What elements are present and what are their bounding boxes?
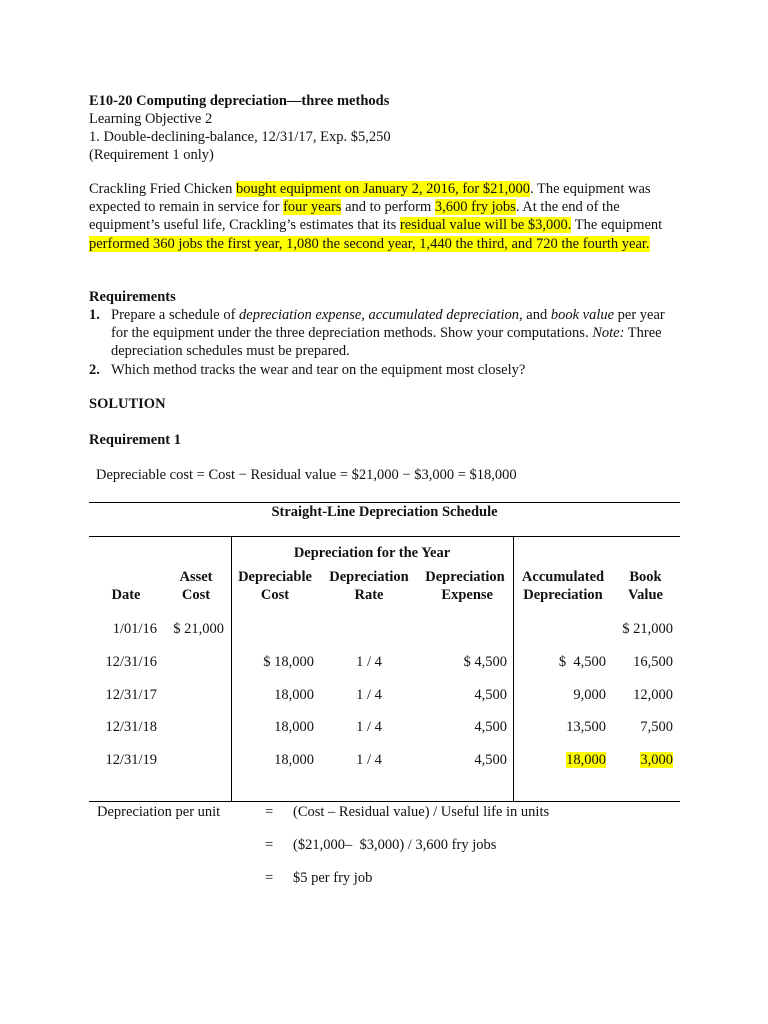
answer-hint: 1. Double-declining-balance, 12/31/17, Exp. $5,250 [89,129,391,145]
requirement-1-text-a: Prepare a schedule of [111,307,240,323]
cell-depreciation-expense: 4,500 [474,752,507,768]
highlight-final-book-value: 3,000 [640,752,673,768]
requirements-list [89,306,681,379]
problem-highlight-purchase: bought equipment on January 2, 2016, for $21,000 [235,181,530,197]
column-header-book-value [618,569,673,604]
table-divider-right [513,536,514,801]
column-header-date [100,587,152,605]
requirement-1-term-expense: depreciation expense [239,307,362,323]
problem-text-1: Crackling Fried Chicken [89,181,236,197]
problem-highlight-life: four years [283,199,342,216]
cell-depreciable-cost: $ 18,000 [263,654,314,670]
column-header-depreciation-rate [325,569,413,604]
table-bottom-rule [89,801,680,802]
column-header-depreciation-rate-line-2: Rate [354,586,384,603]
cell-date: 12/31/16 [105,654,157,670]
cell-book-value: 7,500 [640,719,673,735]
depreciation-per-unit-label: Depreciation per unit [97,804,221,820]
problem-highlight-jobs: 3,600 fry jobs [434,199,516,216]
cell-accumulated-depreciation: 9,000 [573,687,606,703]
cell-date: 12/31/19 [105,752,157,768]
cell-depreciable-cost: 18,000 [274,687,314,703]
requirement-number-1: 1. [89,307,100,323]
requirement-1-heading: Requirement 1 [89,432,181,448]
requirement-1-term-accumulated: accumulated depreciation [368,307,520,323]
cell-accumulated-depreciation: 13,500 [566,719,606,735]
problem-text-5: The equipment [571,217,663,234]
cell-book-value: $ 21,000 [622,621,673,637]
schedule-title: Straight-Line Depreciation Schedule [271,504,498,520]
depreciable-cost-formula: Depreciable cost = Cost − Residual value = $21,000 − $3,000 = $18,000 [96,467,517,483]
cell-book-value [610,752,673,769]
learning-objective: Learning Objective 2 [89,111,213,127]
cell-accumulated-depreciation: $ 4,500 [558,654,606,670]
cell-asset-cost: $ 21,000 [173,621,224,637]
column-header-asset-cost-line-2: Cost [181,586,211,603]
column-header-date-label: Date [111,587,141,603]
per-unit-substitution: ($21,000– $3,000) / 3,600 fry jobs [293,837,497,853]
requirement-1-text-d: per year for the equipment under the three depreciation methods. Show your computations. [111,307,665,342]
solution-heading: SOLUTION [89,396,166,412]
per-unit-formula: (Cost – Residual value) / Useful life in units [293,804,550,820]
highlight-final-accumulated: 18,000 [566,752,606,768]
cell-depreciation-rate: 1 / 4 [356,654,382,670]
cell-book-value: 16,500 [633,654,673,670]
problem-paragraph [89,180,679,253]
table-divider-left [231,536,232,801]
column-header-depreciable-cost-line-2: Cost [260,586,290,603]
requirement-2-text: Which method tracks the wear and tear on the equipment most closely? [111,361,526,378]
cell-depreciation-expense: 4,500 [474,687,507,703]
problem-text-3: and to perform [341,199,435,216]
cell-depreciation-rate: 1 / 4 [356,719,382,735]
problem-text-2: . The equipment was expected to remain in service for [89,181,651,216]
column-header-book-value-line-2: Value [628,586,663,603]
requirement-1-note-label: Note: [592,325,625,342]
column-header-depreciable-cost [234,569,316,604]
cell-date: 1/01/16 [112,621,157,637]
cell-depreciation-expense: $ 4,500 [463,654,507,670]
requirement-1-term-book-value: book value [550,307,615,323]
requirement-number-2: 2. [89,361,100,378]
column-header-depreciation-expense-line-2: Expense [441,586,493,603]
requirement-note: (Requirement 1 only) [89,147,214,163]
column-header-book-value-line-1: Book [629,569,662,585]
cell-depreciation-expense: 4,500 [474,719,507,735]
cell-depreciation-rate: 1 / 4 [356,687,382,703]
cell-depreciable-cost: 18,000 [274,719,314,735]
cell-depreciation-rate: 1 / 4 [356,752,382,768]
requirement-item-1 [89,306,681,361]
column-header-depreciation-expense [420,569,510,604]
cell-book-value: 12,000 [633,687,673,703]
equals-sign: = [265,870,274,886]
column-header-depreciable-cost-line-1: Depreciable [238,569,312,585]
equals-sign: = [265,837,274,853]
column-header-accumulated-line-2: Depreciation [523,586,603,603]
requirements-heading: Requirements [89,289,176,305]
cell-accumulated-depreciation [530,752,606,769]
column-header-asset-cost-line-1: Asset [179,569,213,585]
cell-date: 12/31/18 [105,719,157,735]
requirement-1-text-b: , [361,307,369,323]
requirement-1-text-c: , and [519,307,551,323]
column-header-accumulated-depreciation [516,569,610,604]
cell-depreciable-cost: 18,000 [274,752,314,768]
equals-sign: = [265,804,274,820]
column-header-depreciation-expense-line-1: Depreciation [425,569,505,585]
per-unit-result: $5 per fry job [293,870,373,886]
problem-highlight-usage: performed 360 jobs the first year, 1,080 the second year, 1,440 the third, and 720 the fourth year. [89,235,650,252]
column-header-asset-cost [165,569,227,604]
problem-text-4: . At the end of the equipment’s useful life, Crackling’s estimates that its [89,199,620,234]
requirement-item-2 [89,361,681,379]
column-header-depreciation-rate-line-1: Depreciation [329,569,409,585]
column-header-accumulated-line-1: Accumulated [521,569,605,585]
table-header-rule [89,536,680,537]
cell-date: 12/31/17 [105,687,157,703]
problem-highlight-residual: residual value will be $3,000. [399,217,572,234]
group-header-depreciation-for-year: Depreciation for the Year [293,545,451,561]
exercise-title: E10-20 Computing depreciation—three methods [89,93,390,109]
requirement-1-text-e: Three depreciation schedules must be prepared. [111,325,662,360]
